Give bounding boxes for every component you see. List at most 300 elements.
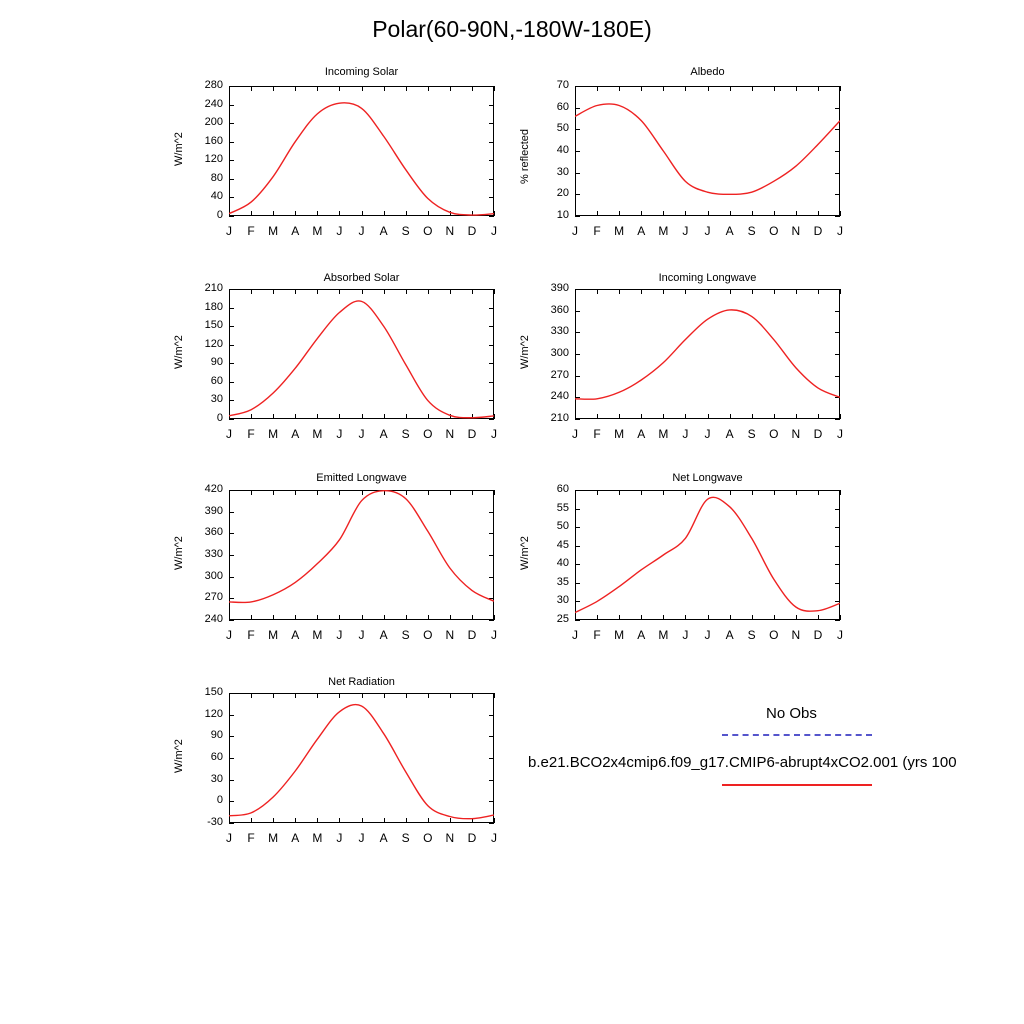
x-tick-mark [317,615,318,620]
y-tick-mark [489,179,494,180]
x-tick-label: J [491,427,497,441]
x-tick-label: F [593,224,601,238]
x-tick-mark [428,615,429,620]
x-tick-mark [229,490,230,495]
x-tick-mark [641,490,642,495]
y-tick-mark [229,577,234,578]
y-tick-mark [835,311,840,312]
y-tick-mark [489,715,494,716]
y-tick-label: 120 [204,153,223,166]
x-tick-label: M [658,427,669,441]
x-tick-mark [619,490,620,495]
x-tick-mark [229,414,230,419]
x-tick-label: J [572,224,578,238]
x-tick-mark [406,818,407,823]
y-tick-mark [835,108,840,109]
y-tick-label: 0 [216,209,223,221]
y-tick-label: 240 [550,390,569,403]
x-tick-mark [229,818,230,823]
x-tick-mark [575,615,576,620]
y-tick-mark [835,332,840,333]
x-tick-label: S [401,224,410,238]
x-tick-mark [406,289,407,294]
x-tick-mark [450,490,451,495]
x-tick-mark [339,490,340,495]
x-tick-label: A [637,628,646,642]
x-tick-label: J [682,427,689,441]
x-tick-mark [384,414,385,419]
x-tick-mark [384,615,385,620]
y-tick-mark [229,823,234,824]
x-tick-mark [774,414,775,419]
x-tick-mark [362,818,363,823]
x-tick-mark [575,86,576,91]
y-axis-label: W/m^2 [519,536,531,570]
y-tick-mark [229,216,234,217]
y-tick-label: 210 [204,282,223,294]
x-tick-mark [796,86,797,91]
x-tick-mark [472,86,473,91]
x-tick-mark [840,86,841,91]
y-tick-label: 20 [556,187,569,200]
x-tick-mark [472,818,473,823]
plot-area [575,289,840,419]
y-tick-label: 35 [556,575,569,588]
x-tick-label: D [813,628,823,642]
y-tick-mark [835,173,840,174]
y-tick-mark [489,758,494,759]
y-tick-label: 0 [216,794,223,807]
x-tick-label: M [268,224,279,238]
x-tick-mark [752,289,753,294]
x-tick-mark [384,818,385,823]
y-tick-mark [229,326,234,327]
y-tick-mark [229,400,234,401]
y-tick-label: 60 [556,100,569,113]
y-tick-mark [229,758,234,759]
x-tick-mark [295,490,296,495]
y-tick-mark [489,105,494,106]
y-tick-mark [575,546,580,547]
y-tick-mark [575,354,580,355]
x-tick-mark [295,818,296,823]
x-tick-label: J [336,831,343,845]
y-tick-label: 270 [550,368,569,381]
y-tick-label: 300 [204,569,223,582]
x-tick-mark [428,414,429,419]
x-tick-label: F [247,427,255,441]
x-tick-mark [663,414,664,419]
x-tick-label: M [268,831,279,845]
y-tick-mark [229,620,234,621]
x-tick-label: S [401,831,410,845]
legend-label-1: No Obs [766,705,817,722]
x-tick-label: J [226,831,232,845]
legend-line-2 [722,784,872,786]
x-tick-mark [229,86,230,91]
x-tick-mark [685,211,686,216]
x-tick-mark [641,615,642,620]
x-tick-label: O [423,224,433,238]
x-tick-mark [796,414,797,419]
x-tick-label: O [423,628,433,642]
x-tick-mark [619,86,620,91]
x-tick-mark [339,414,340,419]
y-tick-mark [229,160,234,161]
x-tick-label: A [725,628,734,642]
x-tick-mark [472,490,473,495]
x-tick-mark [317,818,318,823]
x-tick-mark [708,615,709,620]
x-tick-mark [362,86,363,91]
x-tick-mark [317,693,318,698]
x-tick-label: A [291,427,300,441]
x-tick-label: S [401,628,410,642]
x-tick-mark [774,86,775,91]
x-tick-label: J [336,224,343,238]
x-tick-mark [597,211,598,216]
x-tick-label: S [747,427,756,441]
y-tick-label: 0 [216,412,223,424]
x-tick-mark [428,818,429,823]
y-tick-mark [229,179,234,180]
y-tick-mark [835,583,840,584]
y-tick-mark [835,354,840,355]
x-tick-mark [273,414,274,419]
x-tick-mark [362,211,363,216]
x-tick-mark [597,490,598,495]
y-tick-mark [229,715,234,716]
x-tick-label: M [312,831,323,845]
x-tick-label: J [226,628,232,642]
y-tick-mark [575,216,580,217]
y-tick-mark [835,419,840,420]
x-tick-mark [229,211,230,216]
y-tick-mark [229,105,234,106]
x-tick-mark [575,289,576,294]
y-tick-mark [575,601,580,602]
y-tick-label: 55 [556,501,569,514]
x-tick-label: A [379,427,388,441]
y-tick-mark [575,509,580,510]
x-tick-mark [251,490,252,495]
x-tick-mark [450,289,451,294]
chart-title: Albedo [690,66,725,78]
x-tick-mark [818,414,819,419]
y-tick-label: 60 [210,751,223,763]
x-tick-mark [494,693,495,698]
y-tick-label: 390 [204,504,223,517]
x-tick-mark [273,211,274,216]
chart-title: Emitted Longwave [316,472,407,484]
x-tick-mark [619,615,620,620]
y-tick-mark [489,620,494,621]
y-tick-label: 240 [204,97,223,110]
y-tick-label: 90 [210,729,223,742]
x-tick-mark [730,86,731,91]
y-tick-mark [835,194,840,195]
y-tick-mark [229,780,234,781]
x-tick-mark [472,693,473,698]
y-tick-label: 45 [556,538,569,551]
x-tick-mark [406,211,407,216]
x-tick-mark [575,414,576,419]
x-tick-label: J [704,427,711,441]
y-tick-label: 30 [210,393,223,406]
y-tick-label: 360 [204,526,223,539]
x-tick-mark [450,818,451,823]
x-tick-mark [752,615,753,620]
y-tick-mark [835,509,840,510]
x-tick-label: J [358,427,365,441]
y-tick-mark [229,382,234,383]
x-tick-label: F [247,628,255,642]
y-tick-mark [575,173,580,174]
x-tick-mark [708,211,709,216]
x-tick-mark [229,615,230,620]
y-tick-mark [489,160,494,161]
y-tick-label: 330 [204,548,223,560]
y-tick-mark [229,533,234,534]
x-tick-mark [229,693,230,698]
y-tick-mark [489,197,494,198]
x-tick-mark [708,289,709,294]
y-axis-label: W/m^2 [519,335,531,369]
x-tick-label: F [247,831,255,845]
y-tick-mark [575,376,580,377]
y-axis-label: W/m^2 [173,536,185,570]
x-tick-mark [251,615,252,620]
x-tick-label: N [791,628,801,642]
y-tick-mark [489,142,494,143]
y-tick-mark [575,129,580,130]
x-tick-mark [339,693,340,698]
x-tick-mark [774,211,775,216]
y-tick-label: 50 [556,520,569,533]
chart-title: Net Radiation [328,676,395,688]
y-tick-label: 150 [204,686,223,698]
y-tick-mark [835,527,840,528]
x-tick-mark [840,211,841,216]
chart-title: Incoming Longwave [658,272,757,284]
x-tick-label: J [682,628,689,642]
y-tick-label: 70 [556,79,569,91]
x-tick-mark [339,86,340,91]
x-tick-mark [362,615,363,620]
x-tick-mark [494,414,495,419]
x-tick-mark [295,86,296,91]
y-tick-mark [229,123,234,124]
y-tick-label: 90 [210,356,223,369]
x-tick-mark [840,490,841,495]
x-tick-label: N [791,224,801,238]
x-tick-mark [251,414,252,419]
x-tick-mark [752,490,753,495]
y-tick-label: 30 [210,772,223,785]
x-tick-label: M [614,628,625,642]
x-tick-label: J [704,224,711,238]
x-tick-label: A [637,224,646,238]
y-tick-label: 360 [550,303,569,316]
x-tick-label: M [268,427,279,441]
x-tick-mark [362,490,363,495]
x-tick-mark [730,615,731,620]
x-tick-label: D [467,831,477,845]
x-tick-mark [273,86,274,91]
x-tick-mark [708,86,709,91]
y-axis-label: % reflected [519,128,531,184]
x-tick-mark [384,86,385,91]
x-tick-label: J [358,831,365,845]
x-tick-mark [428,693,429,698]
x-tick-mark [273,693,274,698]
y-tick-label: 200 [204,116,223,129]
x-tick-label: O [769,427,779,441]
x-tick-mark [730,211,731,216]
x-tick-label: J [358,224,365,238]
x-tick-mark [251,818,252,823]
x-tick-mark [796,289,797,294]
x-tick-mark [641,86,642,91]
y-tick-mark [835,564,840,565]
x-tick-mark [472,289,473,294]
y-tick-label: 420 [204,483,223,495]
y-tick-mark [489,123,494,124]
x-tick-mark [619,289,620,294]
y-axis-label: W/m^2 [173,132,185,166]
x-tick-mark [428,289,429,294]
y-tick-mark [489,512,494,513]
x-tick-label: J [704,628,711,642]
y-tick-label: 10 [556,209,569,221]
page-title: Polar(60-90N,-180W-180E) [372,16,652,42]
x-tick-label: J [682,224,689,238]
x-tick-label: D [467,427,477,441]
x-tick-label: N [445,628,455,642]
x-tick-label: N [445,831,455,845]
x-tick-mark [597,289,598,294]
y-tick-label: 30 [556,165,569,178]
x-tick-label: N [445,427,455,441]
x-tick-mark [362,414,363,419]
y-tick-mark [489,382,494,383]
x-tick-label: O [769,628,779,642]
x-tick-mark [494,818,495,823]
x-tick-mark [428,490,429,495]
y-tick-mark [575,419,580,420]
x-tick-mark [450,615,451,620]
x-tick-label: D [467,628,477,642]
x-tick-mark [619,211,620,216]
x-tick-label: O [423,831,433,845]
x-tick-mark [229,289,230,294]
x-tick-label: J [336,427,343,441]
y-tick-label: 40 [556,144,569,156]
y-tick-mark [229,363,234,364]
y-tick-mark [489,216,494,217]
chart-title: Incoming Solar [324,66,399,78]
x-tick-mark [317,211,318,216]
x-tick-mark [685,86,686,91]
y-tick-mark [489,577,494,578]
y-tick-mark [575,564,580,565]
x-tick-mark [494,289,495,294]
y-tick-label: -30 [207,816,223,828]
x-tick-mark [685,289,686,294]
y-tick-mark [835,376,840,377]
x-tick-label: J [491,831,497,845]
x-tick-mark [619,414,620,419]
x-tick-mark [752,211,753,216]
plot-area [575,490,840,620]
x-tick-mark [641,211,642,216]
x-tick-label: M [312,628,323,642]
x-tick-mark [251,693,252,698]
x-tick-mark [818,289,819,294]
x-tick-label: J [358,628,365,642]
x-tick-label: J [491,628,497,642]
x-tick-mark [494,86,495,91]
y-tick-mark [575,194,580,195]
y-tick-mark [229,801,234,802]
y-tick-label: 60 [210,374,223,387]
y-tick-mark [575,583,580,584]
y-tick-label: 390 [550,282,569,294]
x-tick-mark [317,414,318,419]
y-tick-label: 240 [204,613,223,625]
x-tick-mark [641,289,642,294]
plot-area [575,86,840,216]
x-tick-label: F [593,427,601,441]
x-tick-mark [384,211,385,216]
y-tick-mark [575,620,580,621]
y-tick-mark [575,151,580,152]
y-tick-mark [229,512,234,513]
y-tick-mark [229,736,234,737]
x-tick-label: N [445,224,455,238]
y-tick-mark [229,555,234,556]
y-tick-mark [835,397,840,398]
x-tick-mark [752,86,753,91]
x-tick-label: J [572,427,578,441]
x-tick-label: M [614,427,625,441]
y-tick-label: 300 [550,347,569,359]
x-tick-label: A [379,831,388,845]
y-tick-mark [489,308,494,309]
x-tick-mark [428,211,429,216]
x-tick-mark [796,490,797,495]
x-tick-mark [685,615,686,620]
x-tick-label: A [725,427,734,441]
y-tick-mark [229,308,234,309]
x-tick-label: J [226,427,232,441]
x-tick-mark [295,693,296,698]
y-tick-mark [229,345,234,346]
x-tick-mark [339,818,340,823]
x-tick-mark [818,86,819,91]
y-tick-mark [575,108,580,109]
x-tick-mark [840,615,841,620]
y-tick-label: 120 [204,337,223,350]
x-tick-mark [494,490,495,495]
x-tick-mark [641,414,642,419]
x-tick-mark [384,693,385,698]
y-tick-label: 40 [556,557,569,570]
x-tick-mark [251,211,252,216]
y-tick-mark [835,620,840,621]
y-tick-mark [489,780,494,781]
x-tick-mark [685,414,686,419]
